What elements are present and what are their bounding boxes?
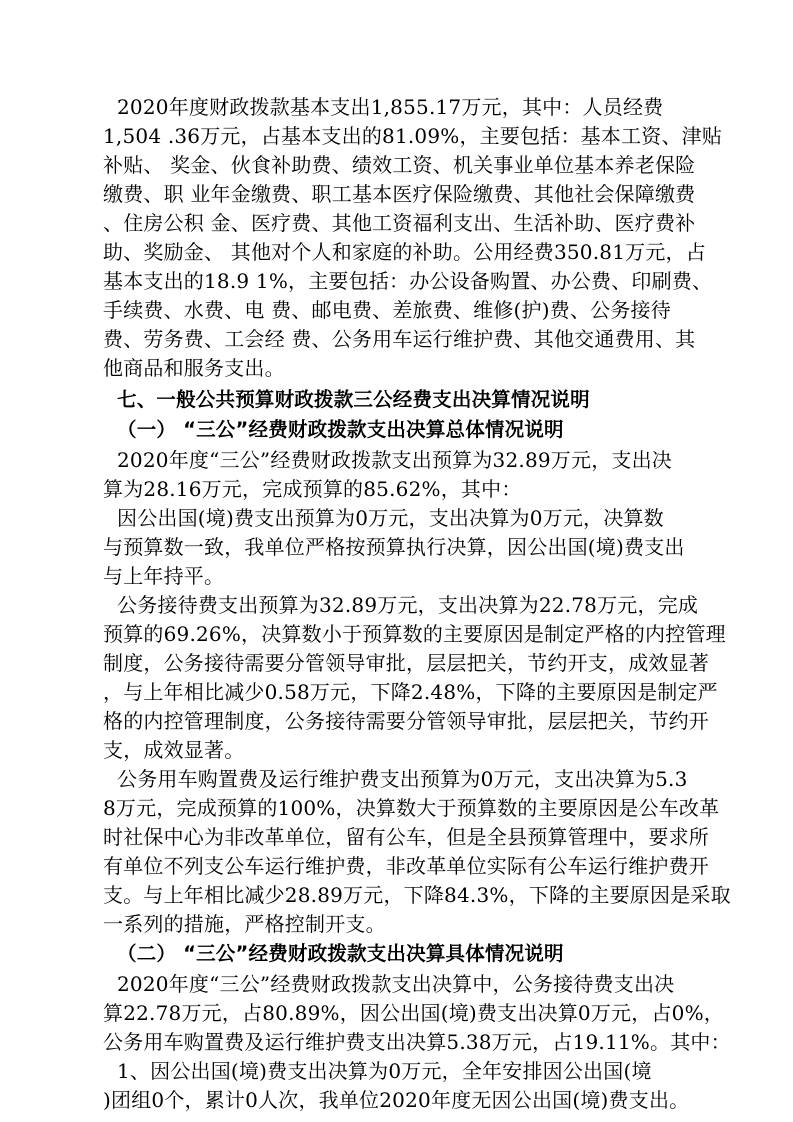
paragraph-line: 1,504 .36万元，占基本支出的81.09%，主要包括：基本工资、津贴 [103,124,723,148]
paragraph-line: 因公出国(境)费支出预算为0万元，支出决算为0万元，决算数 [117,506,664,530]
paragraph-line: 补贴、 奖金、伙食补助费、绩效工资、机关事业单位基本养老保险 [103,153,696,177]
paragraph-line: 支。与上年相比减少28.89万元，下降84.3%，下降的主要原因是采取 [103,883,731,907]
paragraph-line: 2020年度“三公”经费财政拨款支出预算为32.89万元，支出决 [117,448,673,472]
paragraph-line: 预算的69.26%，决算数小于预算数的主要原因是制定严格的内控管理 [103,622,726,646]
paragraph-line: 算22.78万元，占80.89%，因公出国(境)费支出决算0万元，占0%， [103,1001,724,1025]
paragraph-line: 助、奖励金、 其他对个人和家庭的补助。公用经费350.81万元，占 [103,240,706,264]
subsection-heading: （二） “三公”经费财政拨款支出决算具体情况说明 [117,942,564,965]
paragraph-line: 1、因公出国(境)费支出决算为0万元，全年安排因公出国(境 [117,1059,652,1083]
paragraph-line: ，与上年相比减少0.58万元，下降2.48%，下降的主要原因是制定严 [103,680,718,704]
paragraph-line: 手续费、水费、电 费、邮电费、差旅费、维修(护)费、公务接待 [103,298,671,322]
paragraph-line: 8万元，完成预算的100%，决算数大于预算数的主要原因是公车改革 [103,796,720,820]
paragraph-line: 2020年度“三公”经费财政拨款支出决算中，公务接待费支出决 [117,972,675,996]
paragraph-line: )团组0个，累计0人次，我单位2020年度无因公出国(境)费支出。 [103,1088,690,1112]
paragraph-line: 费、劳务费、工会经 费、公务用车运行维护费、其他交通费用、其 [103,327,696,351]
paragraph-line: 格的内控管理制度，公务接待需要分管领导审批，层层把关，节约开 [103,709,709,733]
paragraph-line: 公务用车购置费及运行维护费支出决算5.38万元，占19.11%。其中： [103,1030,731,1054]
paragraph-line: 2020年度财政拨款基本支出1,855.17万元，其中：人员经费 [117,95,664,119]
section-heading: 七、一般公共预算财政拨款三公经费支出决算情况说明 [117,388,590,411]
paragraph-line: 公务接待费支出预算为32.89万元，支出决算为22.78万元，完成 [117,593,699,617]
paragraph-line: 一系列的措施，严格控制开支。 [103,912,386,936]
subsection-heading: （一） “三公”经费财政拨款支出决算总体情况说明 [117,418,564,441]
paragraph-line: 他商品和服务支出。 [103,356,285,380]
paragraph-line: 与上年持平。 [103,564,225,588]
paragraph-line: 、住房公积 金、医疗费、其他工资福利支出、生活补助、医疗费补 [103,211,696,235]
paragraph-line: 时社保中心为非改革单位，留有公车，但是全县预算管理中，要求所 [103,825,709,849]
paragraph-line: 有单位不列支公车运行维护费，非改革单位实际有公车运行维护费开 [103,854,709,878]
paragraph-line: 制度，公务接待需要分管领导审批，层层把关，节约开支，成效显著 [103,651,709,675]
paragraph-line: 支，成效显著。 [103,738,245,762]
paragraph-line: 算为28.16万元，完成预算的85.62%，其中： [103,477,522,501]
paragraph-line: 缴费、职 业年金缴费、职工基本医疗保险缴费、其他社会保障缴费 [103,182,696,206]
paragraph-line: 与预算数一致，我单位严格按预算执行决算，因公出国(境)费支出 [103,535,685,559]
paragraph-line: 公务用车购置费及运行维护费支出预算为0万元，支出决算为5.3 [117,767,688,791]
paragraph-line: 基本支出的18.9 1%，主要包括：办公设备购置、办公费、印刷费、 [103,269,713,293]
